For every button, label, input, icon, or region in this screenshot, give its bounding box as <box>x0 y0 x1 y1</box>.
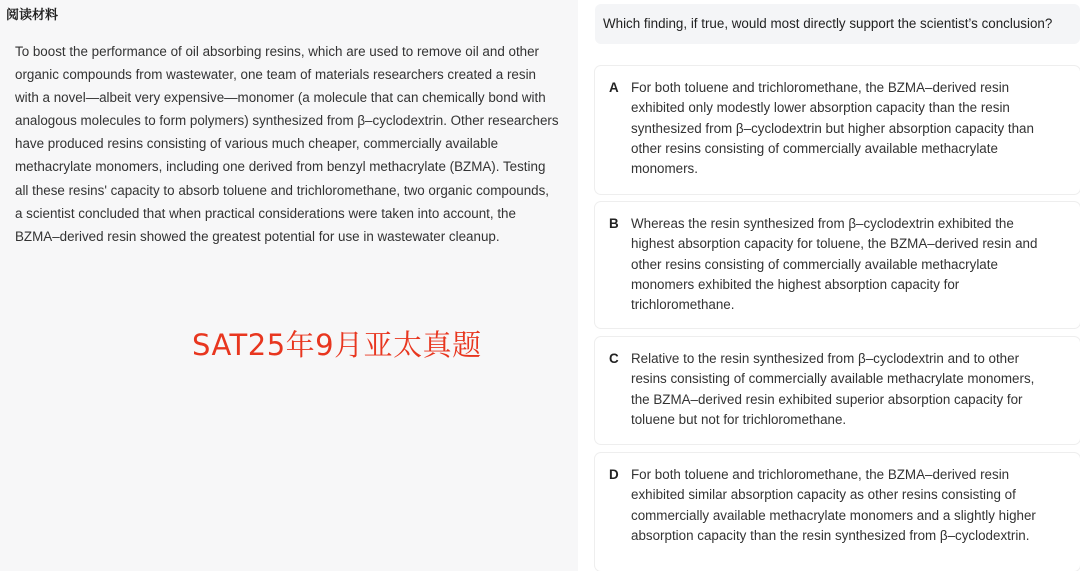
reading-header: 阅读材料 <box>6 8 59 23</box>
pane-divider[interactable] <box>578 0 592 571</box>
option-letter: B <box>609 216 619 231</box>
answer-option-b[interactable] <box>595 202 1080 328</box>
option-text: For both toluene and trichloromethane, the BZMA–derived resin exhibited only modestly lower absorption capacity than the resin synthesized from β–cyclodextrin but higher absorption capacity than other resins consisting of commercially available methacrylate monomers. <box>631 80 1034 177</box>
option-text: Relative to the resin synthesized from β–cyclodextrin and to other resins consisting of commercially available methacrylate monomers, the BZMA–derived resin exhibited superior absorption capacity for toluene but not for trichloromethane. <box>631 351 1035 427</box>
answer-option-c[interactable] <box>595 337 1080 444</box>
question-pane <box>592 0 1080 571</box>
answer-option-a[interactable] <box>595 66 1080 194</box>
option-text: Whereas the resin synthesized from β–cyclodextrin exhibited the highest absorption capacity for toluene, the BZMA–derived resin and other resins consisting of commercially available methacrylate monomers exhibited the highest absorption capacity for trichloromethane. <box>631 216 1038 313</box>
reading-passage: To boost the performance of oil absorbing resins, which are used to remove oil and other organic compounds from wastewater, one team of materials researchers created a resin with a novel—albeit very expensive—monomer (a molecule that can chemically bond with analogous molecules to form polymers) synthesized from β–cyclodextrin. Other researchers have produced resins consisting of various much cheaper, commercially available methacrylate monomers, including one derived from benzyl methacrylate (BZMA). Testing all these resins' capacity to absorb toluene and trichloromethane, two organic compounds, a scientist concluded that when practical considerations were taken into account, the BZMA–derived resin showed the greatest potential for use in wastewater cleanup. <box>15 44 559 244</box>
option-letter: D <box>609 467 619 482</box>
answer-option-d[interactable] <box>595 453 1080 571</box>
watermark-text: SAT25年9月亚太真题 <box>192 328 482 362</box>
option-letter: A <box>609 80 619 95</box>
option-text: For both toluene and trichloromethane, the BZMA–derived resin exhibited similar absorption capacity as other resins consisting of commercially available methacrylate monomers and a slightly higher absorption capacity than the resin synthesized from β–cyclodextrin. <box>631 467 1036 543</box>
question-prompt: Which finding, if true, would most directly support the scientist’s conclusion? <box>595 4 1080 44</box>
option-letter: C <box>609 351 619 366</box>
